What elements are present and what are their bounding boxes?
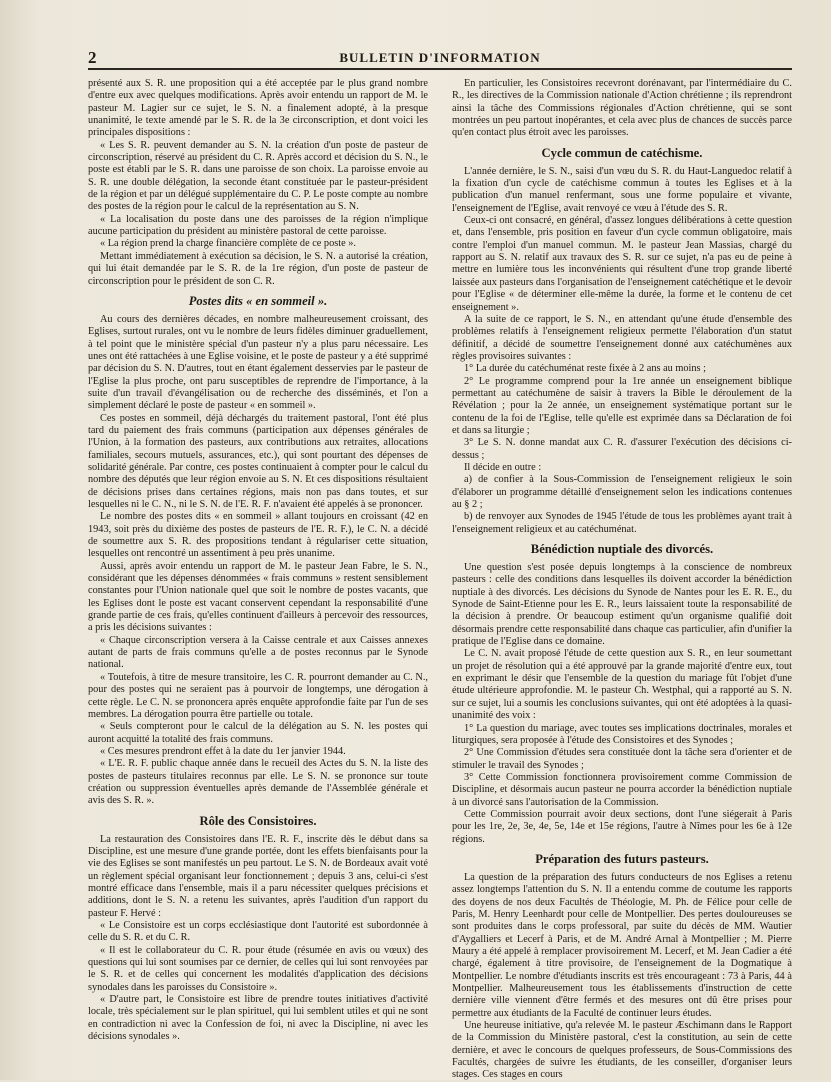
bulletin-title: BULLETIN D'INFORMATION [339, 50, 541, 65]
paragraph: Au cours des dernières décades, en nombre malheureusement croissant, des Eglises, surtout rurales, ont vu le nombre de leurs fidèles diminuer graduellement, à tel point que le ministère spécial d'un pasteur n'y a plus paru nécessaire. Les unes ont été rattachées à une Eglise voisine, et le poste de pasteur y a été supprimé par décision du S. N. D'autres, tout en étant également desservies par le pasteur de l'Eglise la plus proche, ont paru susceptibles de reprendre de l'importance, à la suite d'un travail d'évangélisation ou de recherche des disséminés, et l'on a simplement déclaré le poste de pasteur « en sommeil ». [88, 313, 428, 412]
paragraph: « Toutefois, à titre de mesure transitoire, les C. R. pourront demander au C. N., pour des postes qui ne seraient pas à pourvoir de longtemps, une dérogation à cette règle. Le C. N. se prononcera après enquête approfondie faite par l'un de ses membres. La dérogation pourra être partielle ou totale. [88, 671, 428, 720]
paragraph: Ces postes en sommeil, déjà déchargés du traitement pastoral, l'ont été plus tard du paiement des frais communs (participation aux dépenses générales de l'Union, à la formation des pasteurs, aux contributions aux retraites, allocations familiales, secours mutuels, assurances, etc.), qui sont pourtant des dépenses de solidarité générale. Par contre, ces postes continuaient à compter pour le calcul du nombre des députés que leur région envoie au S. N. Et ces dispositions résultaient de décisions prises dans certaines régions, mais non pas dans toutes, et sur lesquelles ni le C. N., ni le S. N. de l'E. R. F. n'avaient été appelés à se prononcer. [88, 412, 428, 510]
paragraph: 1° La durée du catéchuménat reste fixée à 2 ans au moins ; [464, 363, 706, 375]
paragraph: La question de la préparation des futurs conducteurs de nos Eglises a retenu assez longtemps l'attention du S. N. Il a entendu comme de coutume les rapports des doyens de nos deux Facultés de Théologie, M. Ph. de Félice pour celle de Paris, M. Henry Leenhardt pour celle de Montpellier. Des pertes douloureuses se sont produites dans le corps professoral, par suite du décès de MM. Wautier d'Aygalliers et Lecerf à Paris, et de M. André Arnal à Montpellier ; M. Pierre Maury a été appelé à remplacer provisoirement M. Lecerf, et M. Jean Cadier a été chargé, également à titre provisoire, de l'enseignement de la Dogmatique à Montpellier. Le nombre d'étudiants inscrits est très encourageant : 73 à Paris, 44 à Montpellier. Malheureusement tous les établissements d'instruction de cette dernière ville viennent d'être fermés et des mesures ont dû être prises pour permettre aux étudiants de la Faculté de continuer leurs études. [452, 871, 792, 1019]
paragraph: « Le Consistoire est un corps ecclésiastique dont l'autorité est subordonnée à celle du S. R. et du C. R. [88, 920, 428, 944]
paragraph: Cette Commission pourrait avoir deux sections, dont l'une siégerait à Paris pour les 1re, 2e, 3e, 4e, 5e, 14e et 15e régions, l'autre à Nîmes pour les 6e à 12e régions. [452, 808, 792, 845]
section-heading-preparation: Préparation des futurs pasteurs. [535, 851, 709, 866]
section-heading-benediction: Bénédiction nuptiale des divorcés. [530, 542, 714, 557]
paragraph: « Seuls compteront pour le calcul de la délégation au S. N. les postes qui auront acquitté la totalité des frais communs. [88, 721, 428, 745]
paragraph: « D'autre part, le Consistoire est libre de prendre toutes initiatives d'activité locale, très spécialement sur le plan spirituel, qui lui semblent utiles et qui ne sont en contradiction ni avec la Confession de foi, ni avec la Discipline, ni avec les décisions synodales ». [88, 994, 428, 1043]
paragraph: 2° Le programme comprend pour la 1re année un enseignement biblique permettant au catéchumène de saisir à travers la Bible le déroulement de la Révélation ; pour la 2e année, un enseignement systématique portant sur le contenu de la foi de l'Eglise, telle qu'elle est exprimée dans sa Déclaration de foi et dans sa liturgie ; [452, 375, 792, 436]
paragraph: Ceux-ci ont consacré, en général, d'assez longues délibérations à cette question et, dans l'ensemble, pris position en faveur d'un cycle commun obligatoire, mais contre l'emploi d'un manuel commun. M. le pasteur Jean Massias, chargé du rapport au S. N. relatif aux travaux des S. R. sur ce sujet, n'a pas eu de peine à mettre en lumière tous les inconvénients qui résultent d'une trop grande liberté laissée aux pasteurs dans l'organisation de l'enseignement catéchétique et le devoir pour l'Eglise « de déterminer elle-même la durée, la forme et le contenu de cet enseignement ». [452, 215, 792, 313]
section-heading-catechisme: Cycle commun de catéchisme. [541, 145, 703, 160]
paragraph: a) de confier à la Sous-Commission de l'enseignement religieux le soin d'élaborer un programme détaillé d'enseignement selon les indications contenues au § 2 ; [452, 474, 792, 510]
page-number: 2 [88, 48, 97, 67]
paragraph: « Ces mesures prendront effet à la date du 1er janvier 1944. [100, 745, 346, 757]
section-heading-postes: Postes dits « en sommeil ». [188, 293, 328, 308]
paragraph: Mettant immédiatement à exécution sa décision, le S. N. a autorisé la création, qui lui était demandée par le S. R. de la 1re région, d'un poste de pasteur de circonscription pour le président de son C. R. [88, 250, 428, 287]
paragraph: En particulier, les Consistoires recevront dorénavant, par l'intermédiaire du C. R., les directives de la Commission nationale d'Action chrétienne ; ils reprendront ainsi la tâche des Commissions régionales d'Action chrétienne, qui se sont montrées un peu partout inopérantes, et cela avec plus de chances de succès parce qu'en contact plus étroit avec les paroisses. [452, 78, 792, 139]
paragraph: Il décide en outre : [464, 461, 542, 473]
paragraph: présenté aux S. R. une proposition qui a été acceptée par le plus grand nombre d'entre eux avec quelques modifications. Après avoir entendu un rapport de M. le pasteur M. Lagier sur ce sujet, le S. N. a finalement adopté, à la presque unanimité, le texte amendé par le S. R. de la 3e circonscription, et dont voici les principales dispositions : [88, 78, 428, 139]
paragraph: La restauration des Consistoires dans l'E. R. F., inscrite dès le début dans sa Discipline, est une mesure d'une grande portée, dont les effets bienfaisants pour la vie des Eglises se sont manifestés un peu partout. Le S. N. de Bordeaux avait voté un règlement spécial organisant leur fonctionnement ; depuis 3 ans, celui-ci s'est montré efficace dans l'ensemble, mais il a paru nécessiter quelques précisions et additions, dont le S. N. a retenu les suivantes, après l'audition d'un rapport du pasteur F. Hervé : [88, 833, 428, 919]
paragraph: « Chaque circonscription versera à la Caisse centrale et aux Caisses annexes autant de parts de frais communs qu'elle a de postes reconnus par le Synode national. [88, 634, 428, 671]
paragraph: « Il est le collaborateur du C. R. pour étude (résumée en avis ou vœux) des questions qui lui sont soumises par ce dernier, de celles qui lui sont renvoyées par le S. R. et de celles qui concernent les modalités d'application des décisions synodales dans les paroisses du Consistoire ». [88, 944, 428, 993]
paragraph: Une heureuse initiative, qu'a relevée M. le pasteur Æschimann dans le Rapport de la Commission du Ministère pastoral, c'est la constitution, au sein de cette dernière, et avec le concours de quelques professeurs, de Sous-Commissions des Facultés, chargées de suivre les étudiants, de les conseiller, d'organiser leurs stages. Ces stages en cours [452, 1020, 792, 1081]
paragraph: Le C. N. avait proposé l'étude de cette question aux S. R., en leur soumettant un projet de résolution qui a été approuvé par la grande majorité d'entre eux, tout en exprimant le désir que l'ensemble de la question du mariage fût l'objet d'une étude ultérieure approfondie. M. le pasteur Ch. Westphal, qui a rapporté au S. N. sur ce sujet, lui a soumis les conclusions suivantes, qui ont été adoptées à la quasi-unanimité des voix : [452, 648, 792, 722]
paragraph: « Les S. R. peuvent demander au S. N. la création d'un poste de pasteur de circonscription, réservé au président du C. R. Après accord et décision du S. N., le poste est établi par le S. R. dans une paroisse de son choix. La paroisse envoie au S. R. une double délégation, la seconde étant constituée par le pasteur-président de la région et par un délégué supplémentaire du C. P. Le poste compte au nombre des postes de la région pour le calcul de la représentation au S. N. [88, 139, 428, 213]
section-heading-consistoires: Rôle des Consistoires. [199, 813, 317, 828]
page-header [88, 48, 792, 70]
left-column [88, 78, 428, 1068]
paragraph: 3° Le S. N. donne mandat aux C. R. d'assurer l'exécution des décisions ci-dessus ; [452, 437, 792, 461]
right-column [452, 78, 792, 1081]
paragraph: « L'E. R. F. public chaque année dans le recueil des Actes du S. N. la liste des postes de pasteurs titulaires reconnus par elle. Le S. N. se prononce sur toute création ou suppression éventuelles après demande de l'Assemblée générale et avis des S. R. ». [88, 758, 428, 807]
paragraph: 1° La question du mariage, avec toutes ses implications doctrinales, morales et liturgiques, sera proposée à l'étude des Consistoires et des Synodes ; [452, 722, 792, 746]
paragraph: Le nombre des postes dits « en sommeil » allant toujours en croissant (42 en 1943, soit près du dixième des postes de pasteurs de l'E. R. F.), le C. N. a décidé de soumettre aux S. R. des propositions tendant à régulariser cette situation, lesquelles ont rencontré un assentiment à peu près unanime. [88, 511, 428, 560]
paragraph: L'année dernière, le S. N., saisi d'un vœu du S. R. du Haut-Languedoc relatif à la fixation d'un cycle de catéchisme commun à toutes les Eglises et à la publication d'un manuel renfermant, sous une forme populaire et vivante, l'enseignement de l'Eglise, avait renvoyé ce vœu à l'étude des S. R. [452, 165, 792, 214]
paragraph: Aussi, après avoir entendu un rapport de M. le pasteur Jean Fabre, le S. N., considérant que les dépenses dénommées « frais communs » restent sensiblement constantes pour l'Union nationale quel que soit le nombre de postes vacants, que les Eglises dont le poste est vacant conservent cependant la responsabilité d'une grande partie de ces frais, qu'elles continuent d'ailleurs à percevoir des ressources, a pris les décisions suivantes : [88, 560, 428, 634]
paragraph: b) de renvoyer aux Synodes de 1945 l'étude de tous les problèmes ayant trait à l'enseignement religieux et au catéchuménat. [452, 511, 792, 535]
paragraph: « La localisation du poste dans une des paroisses de la région n'implique aucune participation du président au ministère pastoral de cette paroisse. [88, 213, 428, 238]
paragraph: 3° Cette Commission fonctionnera provisoirement comme Commission de Discipline, et désormais aucun pasteur ne pourra accorder la bénédiction nuptiale à un divorcé sans l'autorisation de la Commission. [452, 771, 792, 808]
paragraph: « La région prend la charge financière complète de ce poste ». [100, 238, 356, 250]
paragraph: 2° Une Commission d'études sera constituée dont la tâche sera d'orienter et de stimuler le travail des Synodes ; [452, 747, 792, 771]
paragraph: A la suite de ce rapport, le S. N., en attendant qu'une étude d'ensemble des problèmes relatifs à l'enseignement religieux permette l'élaboration d'un statut définitif, a décidé de soumettre l'enseignement donné aux catéchumènes aux règles provisoires suivantes : [452, 313, 792, 362]
paragraph: Une question s'est posée depuis longtemps à la conscience de nombreux pasteurs : celle des conditions dans lesquelles ils doivent accorder la bénédiction nuptiale à des divorcés. Les décisions du Synode de Nantes pour les E. R. E., du Synode de Saint-Etienne pour les E. R., leurs laissaient toute la responsabilité de la décision à prendre. Or beaucoup estiment qu'un organisme qualifié doit désormais prendre cette responsabilité dans chaque cas particulier, afin d'unifier la pratique de l'Eglise dans ce domaine. [452, 562, 792, 648]
